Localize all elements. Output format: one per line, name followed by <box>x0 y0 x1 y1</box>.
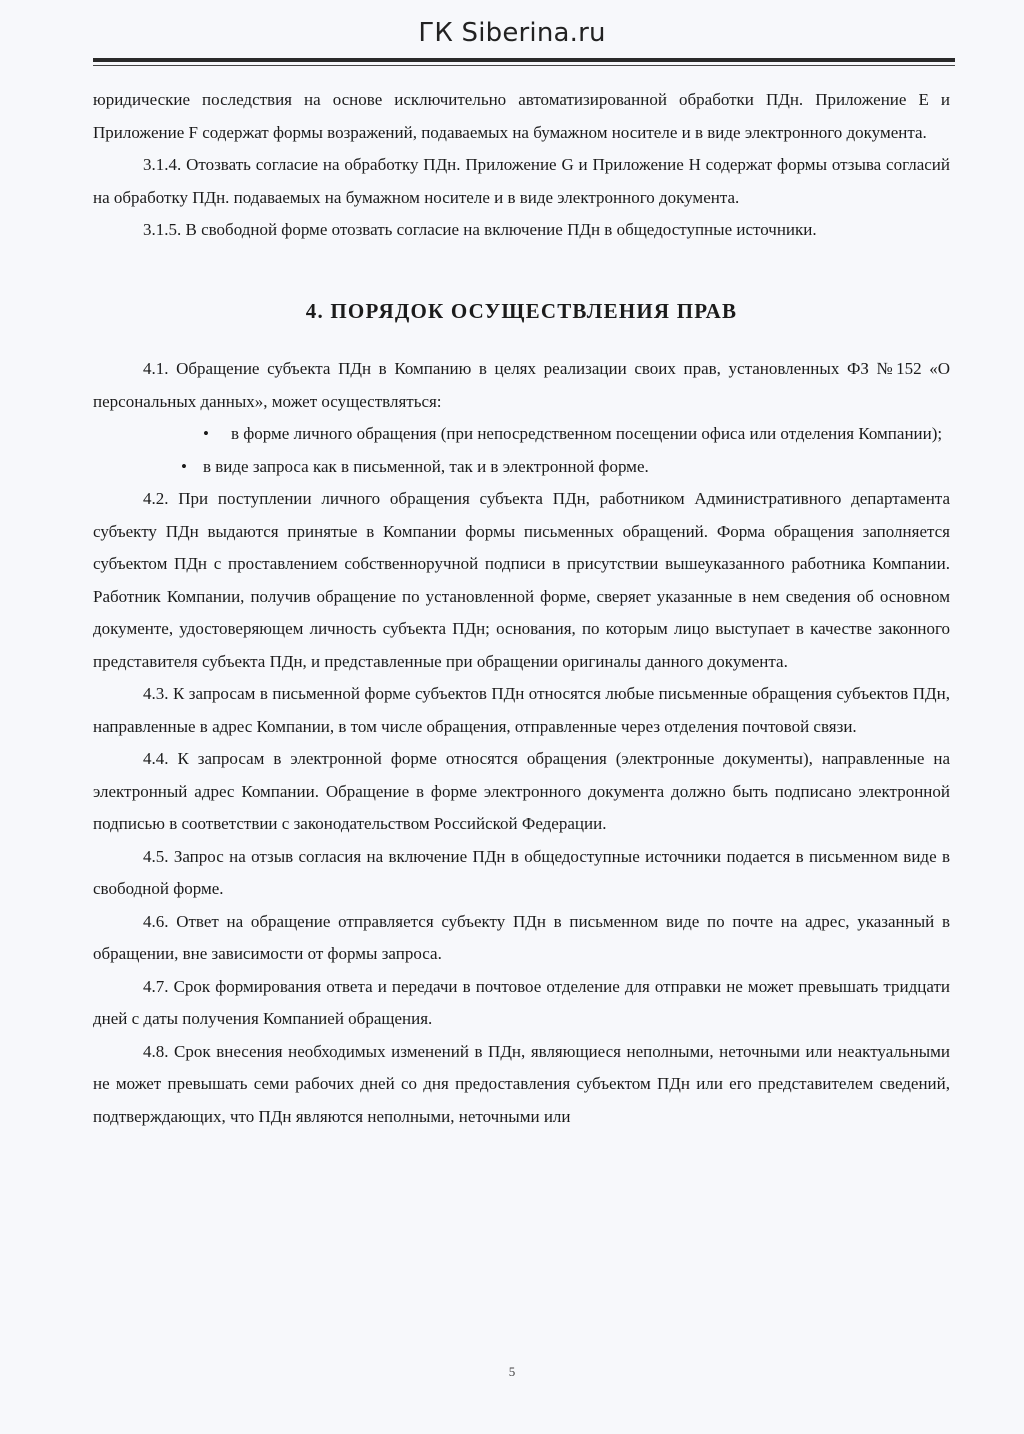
paragraph-continuation: юридические последствия на основе исключительно автоматизированной обработки ПДн. Приложение E и Приложение F содержат формы возражений, подаваемых на бумажном носителе и в виде электронного документа. <box>93 90 950 142</box>
bullet-marker: • <box>181 456 187 476</box>
paragraph-3-1-5: 3.1.5. В свободной форме отозвать согласие на включение ПДн в общедоступные источники. <box>143 220 817 239</box>
page-number: 5 <box>508 1364 516 1379</box>
bullet-marker: • <box>203 424 209 443</box>
section-heading: 4. ПОРЯДОК ОСУЩЕСТВЛЕНИЯ ПРАВ <box>305 298 738 323</box>
paragraph-3-1-4: 3.1.4. Отозвать согласие на обработку ПДн. Приложение G и Приложение H содержат формы отзыва согласий на обработку ПДн. подаваемых на бумажном носителе и в виде электронного документа. <box>93 155 950 207</box>
bullet-text: в виде запроса как в письменной, так и в электронной форме. <box>203 456 649 476</box>
paragraph-4-8: 4.8. Срок внесения необходимых изменений в ПДн, являющиеся неполными, неточными или неактуальными не может превышать семи рабочих дней со дня предоставления субъектом ПДн или его представителем сведений, подтверждающих, что ПДн являются неполными, неточными или <box>93 1041 950 1126</box>
paragraph-4-3: 4.3. К запросам в письменной форме субъектов ПДн относятся любые письменные обращения субъектов ПДн, направленные в адрес Компании, в том числе обращения, отправленные через отделения почтовой связи. <box>93 684 950 736</box>
header-rule-thin <box>93 65 955 66</box>
page-header-title: ГК Siberina.ru <box>418 18 606 48</box>
paragraph-4-6: 4.6. Ответ на обращение отправляется субъекту ПДн в письменном виде по почте на адрес, указанный в обращении, вне зависимости от формы запроса. <box>93 911 950 963</box>
paragraph-4-5: 4.5. Запрос на отзыв согласия на включение ПДн в общедоступные источники подается в письменном виде в свободной форме. <box>93 846 950 898</box>
header-rule <box>93 58 955 62</box>
list-item <box>93 418 950 451</box>
paragraph-4-4: 4.4. К запросам в электронной форме относятся обращения (электронные документы), направленные на электронный адрес Компании. Обращение в форме электронного документа должно быть подписано электронной подписью в соответствии с законодательством Российской Федерации. <box>93 749 950 833</box>
bullet-text: в форме личного обращения (при непосредственном посещении офиса или отделения Компании); <box>231 424 943 443</box>
paragraph-4-7: 4.7. Срок формирования ответа и передачи в почтовое отделение для отправки не может превышать тридцати дней с даты получения Компанией обращения. <box>93 976 950 1028</box>
paragraph-4-1: 4.1. Обращение субъекта ПДн в Компанию в целях реализации своих прав, установленных ФЗ №152 «О персональных данных», может осуществляться: <box>93 359 950 411</box>
list-item <box>93 451 950 484</box>
document-body <box>93 84 950 1133</box>
paragraph-4-2: 4.2. При поступлении личного обращения субъекта ПДн, работником Административного департамента субъекту ПДн выдаются принятые в Компании формы письменных обращений. Форма обращения заполняется субъектом ПДн с проставлением собственноручной подписи в присутствии вышеуказанного работника Компании. Работник Компании, получив обращение по установленной форме, сверяет указанные в нем сведения об основном документе, удостоверяющем личность субъекта ПДн; основания, по которым лицо выступает в качестве законного представителя субъекта ПДн, и представленные при обращении оригиналы данного документа. <box>93 489 950 671</box>
